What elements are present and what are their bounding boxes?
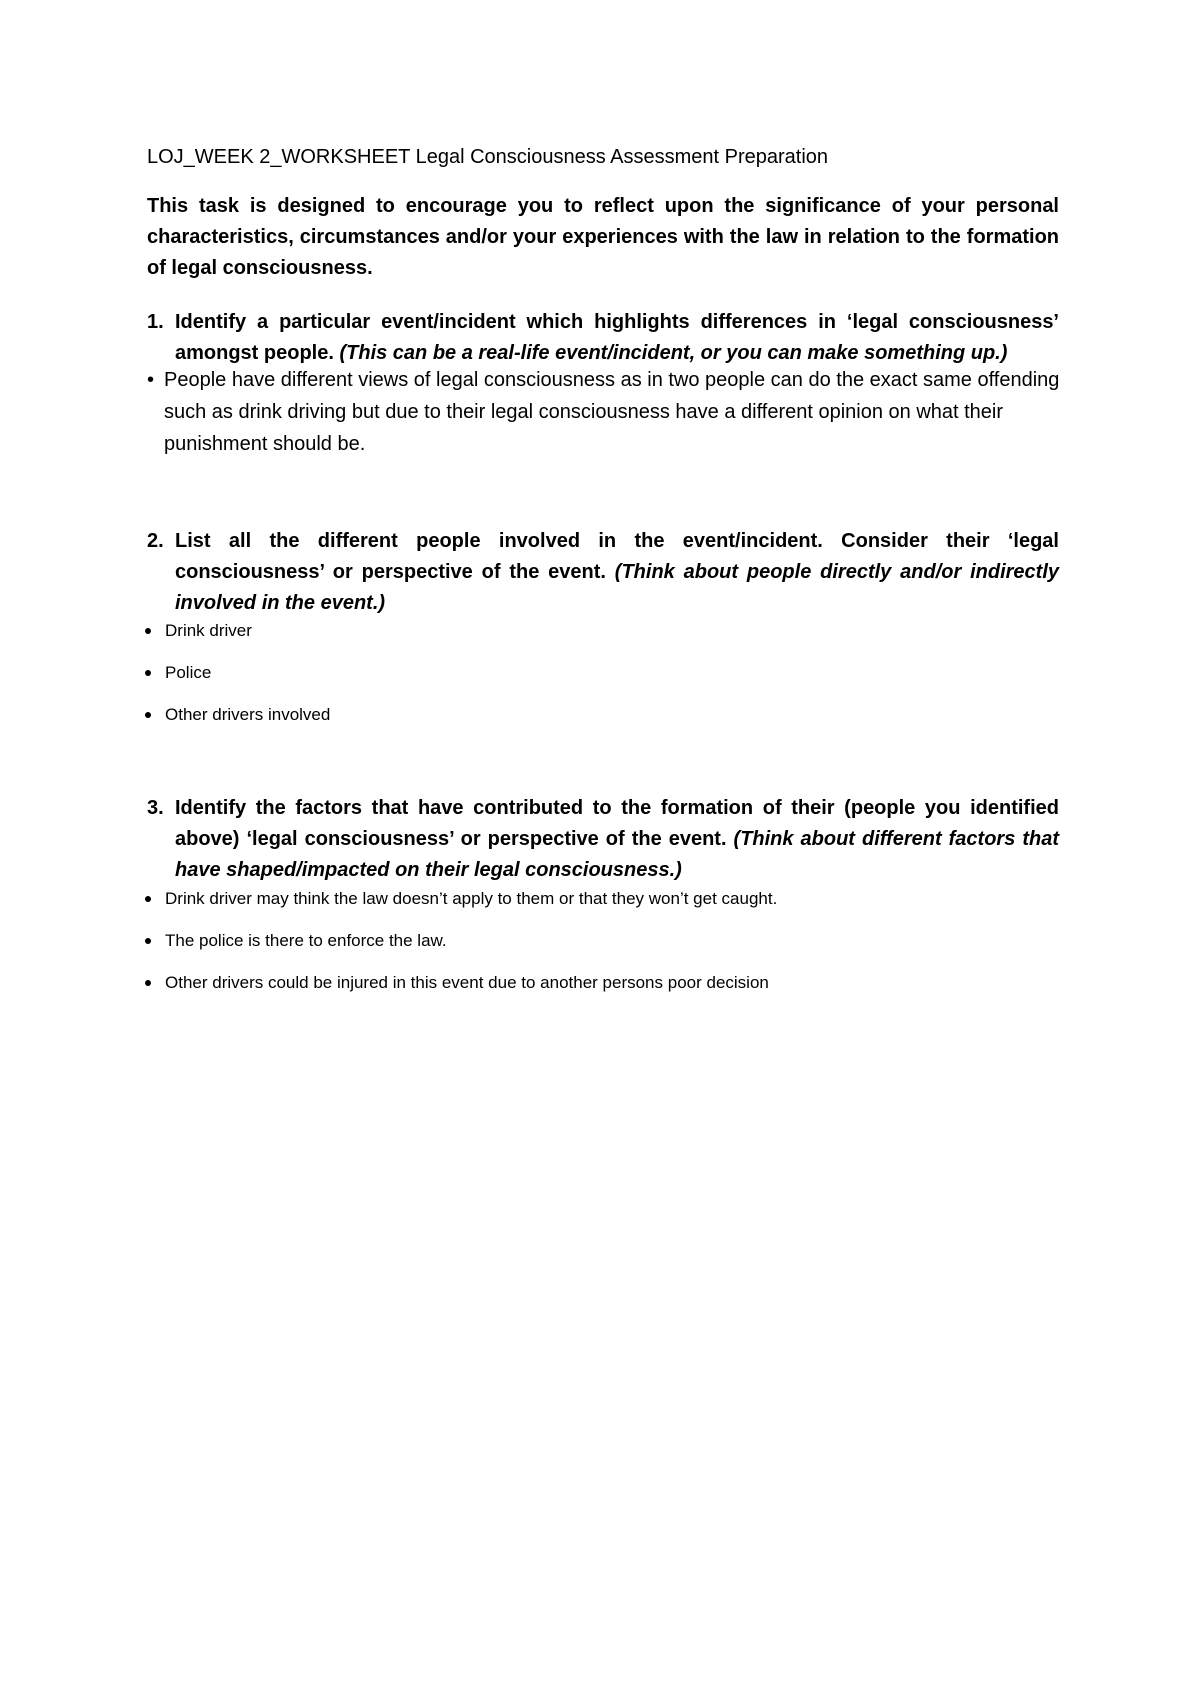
question-1-hint: (This can be a real-life event/incident, or you can make something up.) <box>339 342 1008 364</box>
question-3-hint: (Think about different factors that have shaped/impacted on their legal consciousness.) <box>175 828 1060 881</box>
question-2-number: 2. <box>147 530 164 552</box>
bullet-dot-icon <box>145 980 151 986</box>
bullet-dot-icon <box>145 670 151 676</box>
list-item-text: Police <box>165 663 212 682</box>
bullet-dot-icon: • <box>147 369 155 391</box>
question-1-text: Identify a particular event/incident which highlights differences in ‘legal consciousness’ amongst people. <box>175 311 1059 364</box>
list-item-text: Other drivers involved <box>165 705 331 724</box>
list-item <box>143 619 330 661</box>
bullet-dot-icon <box>145 628 151 634</box>
document-title: LOJ_WEEK 2_WORKSHEET Legal Consciousness Assessment Preparation <box>147 146 829 168</box>
question-1-body <box>175 307 1059 369</box>
question-1-number: 1. <box>147 311 164 333</box>
list-item <box>143 887 777 929</box>
list-item-text: Other drivers could be injured in this event due to another persons poor decision <box>165 973 769 992</box>
question-2-hint: (Think about people directly and/or indirectly involved in the event.) <box>175 561 1059 614</box>
intro-paragraph: This task is designed to encourage you to reflect upon the significance of your personal characteristics, circumstances and/or your experiences with the law in relation to the formation of legal consciousness. <box>147 195 1059 279</box>
list-item <box>143 929 777 971</box>
bullet-dot-icon <box>145 896 151 902</box>
question-2-body <box>175 526 1059 619</box>
question-2-text: List all the different people involved in the event/incident. Consider their ‘legal consciousness’ or perspective of the event. <box>175 530 1059 583</box>
question-3-body <box>175 793 1059 886</box>
bullet-dot-icon <box>145 938 151 944</box>
list-item-text: The police is there to enforce the law. <box>165 931 447 950</box>
list-item <box>143 971 777 1013</box>
answer-1-text: People have different views of legal consciousness as in two people can do the exact same offending such as drink driving but due to their legal consciousness have a different opinion on what their punishment should be. <box>164 369 1060 455</box>
question-3-number: 3. <box>147 797 164 819</box>
question-2 <box>147 526 1059 619</box>
question-3 <box>147 793 1059 886</box>
list-item <box>143 661 330 703</box>
list-item-text: Drink driver may think the law doesn’t apply to them or that they won’t get caught. <box>165 889 778 908</box>
bullet-dot-icon <box>145 712 151 718</box>
answer-1 <box>147 364 1067 460</box>
question-1 <box>147 307 1059 369</box>
list-item-text: Drink driver <box>165 621 252 640</box>
list-item <box>143 703 330 745</box>
answer-2-list <box>143 619 330 745</box>
question-3-text: Identify the factors that have contributed to the formation of their (people you identified above) ‘legal consciousness’ or perspective of the event. <box>175 797 1059 850</box>
answer-3-list <box>143 887 777 1013</box>
